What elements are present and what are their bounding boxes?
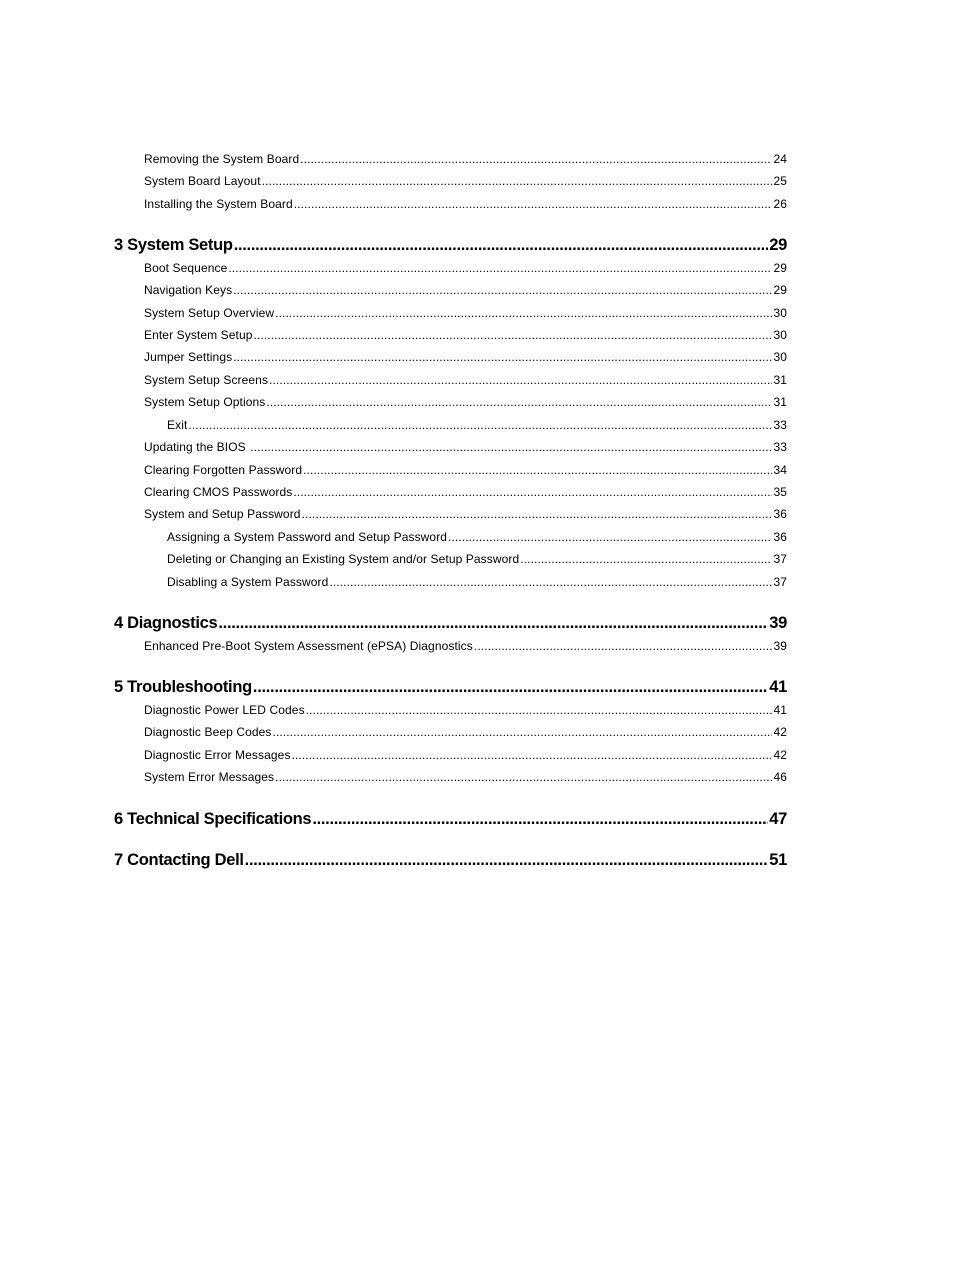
toc-chapter-title: 6 Technical Specifications — [114, 810, 312, 828]
toc-entry-page: 31 — [773, 395, 787, 409]
toc-entry[interactable] — [144, 639, 787, 653]
toc-chapter-page: 29 — [769, 236, 787, 254]
toc-entry[interactable] — [144, 770, 787, 784]
toc-entry[interactable] — [144, 725, 787, 739]
dot-leader — [245, 851, 769, 870]
dot-leader — [254, 328, 773, 342]
toc-entry[interactable] — [144, 440, 787, 454]
dot-leader — [303, 463, 772, 477]
toc-entry[interactable] — [144, 152, 787, 166]
toc-entry[interactable] — [144, 197, 787, 211]
toc-entry[interactable] — [144, 283, 787, 297]
toc-chapter-page: 41 — [769, 678, 787, 696]
dot-leader — [329, 575, 772, 589]
toc-entry-page: 42 — [773, 725, 787, 739]
toc-entry[interactable] — [144, 328, 787, 342]
dot-leader — [448, 530, 772, 544]
toc-entry-title: Enter System Setup — [144, 328, 253, 342]
toc-chapter-title: 7 Contacting Dell — [114, 851, 244, 869]
toc-entry[interactable] — [144, 174, 787, 188]
toc-subentry[interactable] — [167, 418, 787, 432]
dot-leader — [233, 350, 772, 364]
toc-entry-title: Disabling a System Password — [167, 575, 329, 589]
toc-entry-title: Enhanced Pre-Boot System Assessment (ePSA) Diagnostics — [144, 639, 473, 653]
dot-leader — [306, 703, 773, 717]
dot-leader — [262, 174, 773, 188]
toc-entry-page: 33 — [773, 418, 787, 432]
dot-leader — [233, 283, 772, 297]
dot-leader — [312, 810, 768, 829]
toc-entry[interactable] — [144, 395, 787, 409]
toc-chapter-title: 4 Diagnostics — [114, 614, 218, 632]
toc-entry[interactable] — [144, 507, 787, 521]
dot-leader — [188, 418, 772, 432]
dot-leader — [300, 152, 772, 166]
toc-entry-title: Exit — [167, 418, 188, 432]
toc-entry-page: 33 — [773, 440, 787, 454]
toc-entry-page: 37 — [773, 575, 787, 589]
dot-leader — [269, 373, 772, 387]
toc-entry-page: 39 — [773, 639, 787, 653]
toc-entry-title: System Setup Options — [144, 395, 266, 409]
toc-entry-page: 30 — [773, 306, 787, 320]
dot-leader — [293, 485, 772, 499]
toc-chapter-entry[interactable] — [114, 810, 787, 829]
toc-entry-title: Assigning a System Password and Setup Password — [167, 530, 448, 544]
toc-entry-page: 31 — [773, 373, 787, 387]
toc-entry-page: 37 — [773, 552, 787, 566]
toc-entry-page: 36 — [773, 507, 787, 521]
toc-entry-title: Deleting or Changing an Existing System and/or Setup Password — [167, 552, 520, 566]
dot-leader — [275, 306, 772, 320]
toc-entry-title: System Board Layout — [144, 174, 261, 188]
toc-entry-title: System Error Messages — [144, 770, 275, 784]
dot-leader — [474, 639, 773, 653]
toc-entry-page: 25 — [773, 174, 787, 188]
toc-entry-page: 36 — [773, 530, 787, 544]
dot-leader — [294, 197, 773, 211]
toc-entry-page: 30 — [773, 328, 787, 342]
toc-entry-page: 29 — [773, 283, 787, 297]
dot-leader — [520, 552, 772, 566]
dot-leader — [228, 261, 772, 275]
toc-entry-title: Clearing CMOS Passwords — [144, 485, 293, 499]
dot-leader — [234, 236, 769, 255]
toc-chapter-page: 47 — [769, 810, 787, 828]
toc-entry-page: 42 — [773, 748, 787, 762]
toc-entry-title: Clearing Forgotten Password — [144, 463, 303, 477]
dot-leader — [218, 614, 768, 633]
toc-subentry[interactable] — [167, 530, 787, 544]
toc-entry[interactable] — [144, 485, 787, 499]
toc-entry-title: Updating the BIOS — [144, 440, 250, 454]
toc-chapter-entry[interactable] — [114, 678, 787, 697]
toc-entry[interactable] — [144, 373, 787, 387]
toc-entry-page: 26 — [773, 197, 787, 211]
toc-entry-title: System Setup Screens — [144, 373, 269, 387]
toc-chapter-title: 5 Troubleshooting — [114, 678, 252, 696]
toc-subentry[interactable] — [167, 575, 787, 589]
toc-entry-title: Diagnostic Error Messages — [144, 748, 291, 762]
toc-entry-title: Diagnostic Beep Codes — [144, 725, 272, 739]
toc-chapter-entry[interactable] — [114, 614, 787, 633]
toc-entry[interactable] — [144, 463, 787, 477]
dot-leader — [253, 678, 768, 697]
toc-entry-title: Removing the System Board — [144, 152, 300, 166]
toc-chapter-title: 3 System Setup — [114, 236, 233, 254]
toc-entry-title: Diagnostic Power LED Codes — [144, 703, 305, 717]
toc-entry-page: 30 — [773, 350, 787, 364]
toc-entry[interactable] — [144, 703, 787, 717]
toc-chapter-entry[interactable] — [114, 236, 787, 255]
toc-entry-title: Navigation Keys — [144, 283, 233, 297]
toc-entry-title: Installing the System Board — [144, 197, 293, 211]
toc-entry[interactable] — [144, 261, 787, 275]
toc-entry-page: 35 — [773, 485, 787, 499]
dot-leader — [275, 770, 772, 784]
toc-entry[interactable] — [144, 748, 787, 762]
toc-entry-page: 29 — [773, 261, 787, 275]
toc-chapter-page: 39 — [769, 614, 787, 632]
toc-entry-page: 24 — [773, 152, 787, 166]
dot-leader — [273, 725, 773, 739]
toc-entry-page: 46 — [773, 770, 787, 784]
toc-entry[interactable] — [144, 350, 787, 364]
toc-entry-page: 34 — [773, 463, 787, 477]
toc-chapter-page: 51 — [769, 851, 787, 869]
toc-entry-title: Boot Sequence — [144, 261, 228, 275]
dot-leader — [266, 395, 772, 409]
toc-subentry[interactable] — [167, 552, 787, 566]
toc-entry-title: System and Setup Password — [144, 507, 301, 521]
toc-chapter-entry[interactable] — [114, 851, 787, 870]
dot-leader — [302, 507, 773, 521]
dot-leader — [292, 748, 773, 762]
toc-entry-title: Jumper Settings — [144, 350, 233, 364]
toc-entry-page: 41 — [773, 703, 787, 717]
toc-entry-title: System Setup Overview — [144, 306, 275, 320]
toc-entry[interactable] — [144, 306, 787, 320]
dot-leader — [250, 440, 772, 454]
